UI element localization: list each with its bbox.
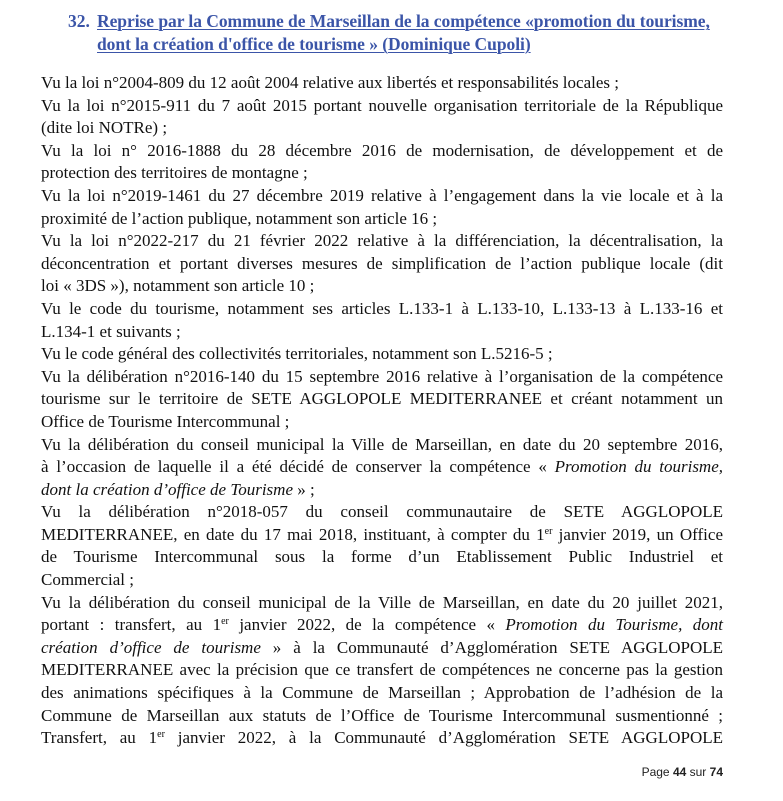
italic-text: Promotion du Tourisme, dont bbox=[505, 615, 723, 635]
page-footer bbox=[642, 765, 723, 779]
italic-text: dont la création d’office de Tourisme bbox=[41, 479, 293, 499]
section-title-line-2[interactable]: dont la création d'office de tourisme » (Dominique Cupoli) bbox=[97, 34, 531, 54]
text-line: Vu le code général des collectivités territoriales, notamment son L.5216-5 ; bbox=[41, 344, 553, 364]
text-line: Office de Tourisme Intercommunal ; bbox=[41, 411, 290, 431]
whereas-paragraph-9 bbox=[41, 434, 723, 502]
text-span: à l’occasion de laquelle il a été décidé de conserver la compétence « bbox=[41, 457, 555, 477]
whereas-paragraph-10 bbox=[41, 501, 723, 591]
text-span: Transfert, au 1 bbox=[41, 728, 158, 748]
superscript: er bbox=[221, 616, 229, 628]
text-line: Vu la délibération du conseil municipal de la Ville de Marseillan, en date du 20 juillet 2021, bbox=[41, 592, 723, 612]
text-line: protection des territoires de montagne ; bbox=[41, 163, 308, 183]
text-span: portant : transfert, au 1 bbox=[41, 615, 222, 635]
whereas-paragraph bbox=[41, 298, 723, 343]
text-span: janvier 2022, à la Communauté d’Agglomération SETE AGGLOPOLE bbox=[164, 728, 723, 748]
text-line bbox=[41, 479, 723, 502]
text-line bbox=[41, 524, 723, 547]
text-line: Vu la loi n° 2016-1888 du 28 décembre 2016 de modernisation, de développement et de bbox=[41, 140, 723, 160]
text-line: Vu le code du tourisme, notamment ses articles L.133-1 à L.133-10, L.133-13 à L.133-16 et bbox=[41, 298, 723, 318]
text-line: déconcentration et portant diverses mesures de simplification de l’action publique locale (dit bbox=[41, 253, 723, 273]
text-line: Vu la délibération du conseil municipal la Ville de Marseillan, en date du 20 septembre 2016, bbox=[41, 434, 723, 454]
text-line: Vu la délibération n°2016-140 du 15 septembre 2016 relative à l’organisation de la compétence bbox=[41, 366, 723, 386]
text-line: (dite loi NOTRe) ; bbox=[41, 118, 168, 138]
text-line: Vu la loi n°2019-1461 du 27 décembre 2019 relative à l’engagement dans la vie locale et à la bbox=[41, 185, 723, 205]
whereas-paragraph bbox=[41, 185, 723, 230]
text-line: Commune de Marseillan aux statuts de l’Office de Tourisme Intercommunal susmentionné ; bbox=[41, 705, 723, 725]
whereas-paragraph bbox=[41, 343, 723, 366]
text-line: de Tourisme Intercommunal sous la forme d’un Etablissement Public Industriel et bbox=[41, 547, 723, 567]
superscript: er bbox=[157, 729, 165, 741]
italic-text: Promotion du tourisme, bbox=[554, 457, 724, 477]
text-line: tourisme sur le territoire de SETE AGGLOPOLE MEDITERRANEE et créant notamment un bbox=[41, 389, 723, 409]
text-span: janvier 2019, un Office bbox=[552, 524, 723, 544]
text-line: proximité de l’action publique, notamment son article 16 ; bbox=[41, 208, 438, 228]
page-label: Page bbox=[641, 765, 673, 779]
whereas-paragraph bbox=[41, 366, 723, 434]
whereas-paragraph bbox=[41, 72, 723, 95]
text-line: loi « 3DS »), notamment son article 10 ; bbox=[41, 276, 315, 296]
superscript: er bbox=[544, 525, 553, 537]
text-line: Commercial ; bbox=[41, 570, 135, 590]
whereas-paragraph-11 bbox=[41, 592, 723, 750]
text-span: » ; bbox=[293, 479, 315, 499]
text-line bbox=[41, 727, 723, 750]
whereas-paragraph bbox=[41, 140, 723, 185]
text-span: MEDITERRANEE, en date du 17 mai 2018, instituant, à compter du 1 bbox=[41, 524, 545, 544]
text-line: des animations spécifiques à la Commune de Marseillan ; Approbation de l’adhésion de la bbox=[41, 683, 723, 703]
page-separator: sur bbox=[686, 765, 710, 779]
text-line bbox=[41, 456, 723, 479]
document-body bbox=[41, 72, 723, 750]
text-line: Vu la délibération n°2018-057 du conseil communautaire de SETE AGGLOPOLE bbox=[41, 502, 723, 522]
whereas-list bbox=[41, 72, 723, 434]
text-line: Vu la loi n°2015-911 du 7 août 2015 portant nouvelle organisation territoriale de la République bbox=[41, 95, 723, 115]
whereas-paragraph bbox=[41, 95, 723, 140]
page-number: 44 bbox=[672, 765, 687, 779]
text-line bbox=[41, 637, 723, 660]
text-line: Vu la loi n°2004-809 du 12 août 2004 relative aux libertés et responsabilités locales ; bbox=[41, 73, 619, 92]
section-heading bbox=[60, 10, 740, 56]
section-number: 32. bbox=[68, 11, 90, 31]
italic-text: création d’office de tourisme bbox=[41, 637, 261, 657]
text-span: » à la Communauté d’Agglomération SETE AGGLOPOLE bbox=[260, 637, 723, 657]
section-title-line-1[interactable]: Reprise par la Commune de Marseillan de la compétence «promotion du tourisme, bbox=[97, 11, 710, 31]
text-line bbox=[41, 614, 723, 637]
text-line: Vu la loi n°2022-217 du 21 février 2022 relative à la différenciation, la décentralisation, la bbox=[41, 231, 723, 251]
text-line: L.134-1 et suivants ; bbox=[41, 321, 181, 341]
page-total: 74 bbox=[709, 765, 723, 779]
whereas-paragraph bbox=[41, 230, 723, 298]
text-line: MEDITERRANEE avec la précision que ce transfert de compétences ne concerne pas la gestion bbox=[41, 660, 723, 680]
text-span: janvier 2022, de la compétence « bbox=[228, 615, 506, 635]
